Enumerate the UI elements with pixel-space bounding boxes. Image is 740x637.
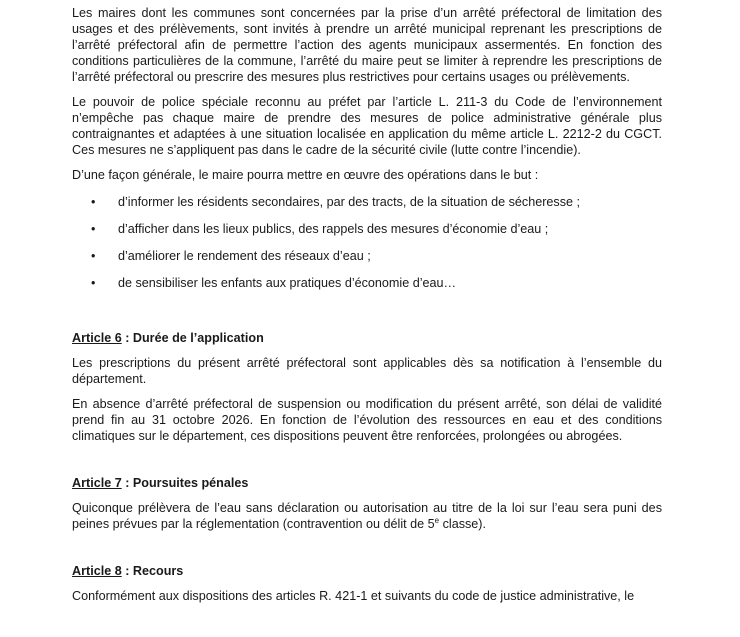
article-8-title: : Recours	[121, 564, 184, 578]
list-item-text: d’afficher dans les lieux publics, des rappels des mesures d’économie d’eau ;	[118, 222, 549, 236]
article-7-label: Article 7	[72, 476, 122, 490]
list-item-text: d’améliorer le rendement des réseaux d’eau ;	[118, 249, 371, 263]
operations-list	[72, 194, 662, 291]
article-6-paragraph-2: En absence d’arrêté préfectoral de suspension ou modification du présent arrêté, son délai de validité prend fin au 31 octobre 2026. En fonction de l’évolution des ressources en eau et des conditions climatiques sur le département, ces dispositions peuvent être renforcées, prolongées ou abrogées.	[72, 397, 662, 443]
document-page	[72, 5, 662, 604]
article-7-text-end: classe).	[439, 517, 486, 531]
article-8-heading	[72, 563, 662, 579]
bullet-marker: •	[91, 276, 96, 290]
article-7-superscript: e	[434, 515, 440, 525]
article-8-label: Article 8	[72, 564, 122, 578]
list-item	[72, 275, 662, 291]
paragraph-pouvoir-police: Le pouvoir de police spéciale reconnu au préfet par l’article L. 211-3 du Code de l’environnement n’empêche pas chaque maire de prendre des mesures de police administrative générale plus contraignantes et adaptées à une situation localisée en application du même article L. 2212-2 du CGCT. Ces mesures ne s’appliquent pas dans le cadre de la sécurité civile (lutte contre l’incendie).	[72, 95, 662, 157]
list-item	[72, 221, 662, 237]
list-item	[72, 248, 662, 264]
list-item-text: d’informer les résidents secondaires, par des tracts, de la situation de sécheresse ;	[118, 195, 581, 209]
paragraph-maires-arrete-municipal: Les maires dont les communes sont concernées par la prise d’un arrêté préfectoral de limitation des usages et des prélèvements, sont invités à prendre un arrêté municipal reprenant les prescriptions de l’arrêté préfectoral afin de permettre l’action des agents municipaux assermentés. En fonction des conditions particulières de la commune, l’arrêté du maire peut se limiter à reprendre les prescriptions de l’arrêté préfectoral ou prescrire des mesures plus restrictives pour certains usages ou prélèvements.	[72, 6, 662, 84]
article-7-title: : Poursuites pénales	[121, 476, 249, 490]
paragraph-operations-intro: D’une façon générale, le maire pourra mettre en œuvre des opérations dans le but :	[72, 168, 539, 182]
bullet-marker: •	[91, 249, 96, 263]
list-item	[72, 194, 662, 210]
article-7-paragraph	[72, 500, 662, 532]
bullet-marker: •	[91, 195, 96, 209]
article-6-title: : Durée de l’application	[121, 331, 264, 345]
list-item-text: de sensibiliser les enfants aux pratiques d’économie d’eau…	[118, 276, 457, 290]
article-7-text: Quiconque prélèvera de l’eau sans déclaration ou autorisation au titre de la loi sur l’eau sera puni des peines prévues par la réglementation (contravention ou délit de 5	[72, 501, 662, 531]
article-6-heading	[72, 330, 662, 346]
article-7-heading	[72, 475, 662, 491]
article-6-label: Article 6	[72, 331, 122, 345]
article-8-paragraph: Conformément aux dispositions des articles R. 421-1 et suivants du code de justice administrative, le	[72, 589, 635, 603]
bullet-marker: •	[91, 222, 96, 236]
article-6-paragraph-1: Les prescriptions du présent arrêté préfectoral sont applicables dès sa notification à l’ensemble du département.	[72, 356, 662, 386]
